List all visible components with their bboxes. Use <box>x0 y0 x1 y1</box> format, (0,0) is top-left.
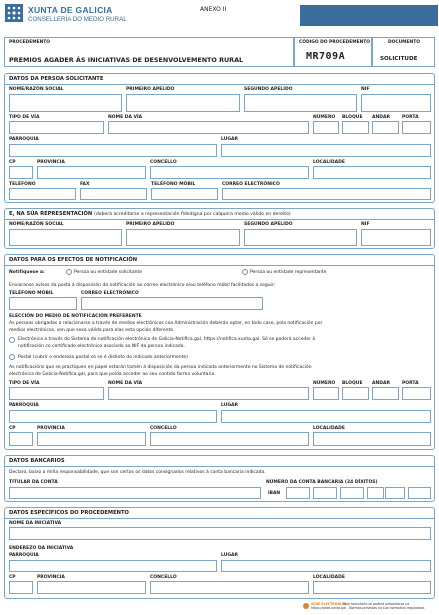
account-number-label: NÚMERO DA CONTA BANCARIA (24 DÍXITOS) <box>266 480 378 485</box>
postal-option-text: Postal (cubrir o enderezo postal só se é distinto do indicado anteriormente) <box>18 355 188 360</box>
procedure-label: PROCEDEMENTO <box>9 40 50 45</box>
block-label: BLOQUE <box>342 115 363 120</box>
block-input[interactable] <box>342 121 369 134</box>
locality-label: LOCALIDADE <box>313 160 345 165</box>
phone-label: TELÉFONO <box>9 182 36 187</box>
door-input[interactable] <box>402 121 431 134</box>
initiative-place-input[interactable] <box>221 560 431 572</box>
procedure-code: MR709A <box>306 51 346 62</box>
notif-floor-input[interactable] <box>372 387 399 400</box>
notify-applicant-label: Persoa ou entidade solicitante <box>74 270 143 275</box>
notify-representative-radio[interactable] <box>242 269 248 275</box>
section-divider <box>4 265 435 266</box>
initiative-locality-label: LOCALIDADE <box>313 575 345 580</box>
preferred-method-text-2: medios electrónicos, sen que sexa válida para elas esta opción diferente. <box>9 328 175 333</box>
procedure-name: PREMIOS AGADER ÁS INICIATIVAS DE DESENVOLVEMENTO RURAL <box>9 56 244 64</box>
road-type-input[interactable] <box>9 121 104 134</box>
applicant-name-label: NOME/RAZÓN SOCIAL <box>9 87 64 92</box>
rep-nif-input[interactable] <box>361 229 431 246</box>
department-name: CONSELLERÍA DO MEDIO RURAL <box>28 16 127 23</box>
notify-applicant-radio[interactable] <box>66 269 72 275</box>
account-block-2[interactable] <box>340 487 364 499</box>
applicant-surname2-input[interactable] <box>244 94 357 112</box>
notif-place-input[interactable] <box>221 410 431 423</box>
section-divider <box>4 466 435 467</box>
representative-section-title <box>9 211 291 217</box>
floor-input[interactable] <box>372 121 399 134</box>
rep-nif-label: NIF <box>361 222 370 227</box>
fax-input[interactable] <box>80 188 147 200</box>
council-input[interactable] <box>150 166 309 179</box>
applicant-surname1-label: PRIMEIRO APELIDO <box>126 87 175 92</box>
notif-parish-label: PARROQUIA <box>9 403 39 408</box>
fax-label: FAX <box>80 182 90 187</box>
email-input[interactable] <box>222 188 431 200</box>
initiative-council-input[interactable] <box>150 581 309 594</box>
account-block-1[interactable] <box>313 487 337 499</box>
electronic-option-text-2: notificación co certificado electrónico asociado ao NIF da persoa indicada. <box>18 344 185 349</box>
initiative-cp-input[interactable] <box>9 581 33 594</box>
footer-line-2: https://sede.xunta.gal . Normas previstas na súa normativa reguladora. <box>311 606 426 610</box>
notif-road-type-input[interactable] <box>9 387 104 400</box>
floor-label: ANDAR <box>372 115 390 120</box>
rep-surname2-input[interactable] <box>244 229 357 246</box>
rep-name-label: NOME/RAZÓN SOCIAL <box>9 222 64 227</box>
notif-mobile-label: TELÉFONO MÓBIL <box>9 291 54 296</box>
applicant-section-title: DATOS DA PERSOA SOLICITANTE <box>9 76 104 82</box>
notif-locality-input[interactable] <box>313 432 431 446</box>
document-label: DOCUMENTO <box>388 40 420 45</box>
bank-declaration: Declaro, baixo a miña responsabilidade, que son certos os datos consignados relativos á conta bancaria indicada. <box>9 470 266 475</box>
paper-notice-text-1: As notificacións que se practiquen en papel estarán tamén á disposición da persoa indicada anteriormente no Sistema de notificación <box>9 365 312 370</box>
representative-title: E, NA SÚA REPRESENTACIÓN <box>9 211 93 217</box>
notif-council-label: CONCELLO <box>150 426 177 431</box>
notif-block-input[interactable] <box>342 387 369 400</box>
mobile-label: TELÉFONO MÓBIL <box>151 182 196 187</box>
footer-brand: SEDE ELECTRÓNICA <box>311 602 347 606</box>
number-label: NÚMERO <box>313 115 336 120</box>
preferred-method-text-1: As persoas obrigadas a relacionarse a través de medios electrónicos coa Administración deberán optar, en todo caso, pola notificación por <box>9 321 323 326</box>
postal-notification-radio[interactable] <box>9 354 15 360</box>
initiative-cp-label: CP <box>9 575 16 580</box>
initiative-locality-input[interactable] <box>313 581 431 594</box>
electronic-option-text-1: Electrónica a través do Sistema de notificación electrónica de Galicia-Notifica.gal, https://notifica.xunta.gal. Só se poderá acceder á <box>18 337 316 342</box>
council-label: CONCELLO <box>150 160 177 165</box>
notice-text: Enviaranse avisos da posta á disposición da notificación ao correo electrónico e/ou teléfono móbil facilitados a seguir: <box>9 283 276 288</box>
iban-input[interactable] <box>286 487 310 499</box>
applicant-surname2-label: SEGUNDO APELIDO <box>244 87 293 92</box>
initiative-name-label: NOME DA INICIATIVA <box>9 521 62 526</box>
notif-mobile-input[interactable] <box>9 297 77 310</box>
header-brand-bar <box>300 5 438 26</box>
phone-input[interactable] <box>9 188 76 200</box>
notif-cp-input[interactable] <box>9 432 33 446</box>
initiative-council-label: CONCELLO <box>150 575 177 580</box>
initiative-province-input[interactable] <box>37 581 146 594</box>
rep-surname1-input[interactable] <box>126 229 240 246</box>
notif-parish-input[interactable] <box>9 410 217 423</box>
road-type-label: TIPO DE VÍA <box>9 115 40 120</box>
rep-surname2-label: SEGUNDO APELIDO <box>244 222 293 227</box>
account-block-4[interactable] <box>385 487 405 499</box>
paper-notice-text-2: electrónica de Galicia-Notifica.gal, para que poida acceder ao seu contido forma voluntaria. <box>9 372 216 377</box>
notif-email-label: CORREO ELECTRÓNICO <box>81 291 139 296</box>
procedure-code-label: CÓDIGO DO PROCEDEMENTO <box>299 40 370 45</box>
notif-province-label: PROVINCIA <box>37 426 65 431</box>
notif-road-type-label: TIPO DE VÍA <box>9 381 40 386</box>
representative-note: (deberá acreditarse a representación fidedigna por calquera medio válido en dereito) <box>94 212 291 217</box>
applicant-surname1-input[interactable] <box>126 94 240 112</box>
applicant-nif-input[interactable] <box>361 94 431 112</box>
account-holder-label: TITULAR DA CONTA <box>9 480 58 485</box>
notif-road-name-input[interactable] <box>108 387 309 400</box>
initiative-province-label: PROVINCIA <box>37 575 65 580</box>
email-label: CORREO ELECTRÓNICO <box>222 182 280 187</box>
notif-door-label: PORTA <box>402 381 419 386</box>
initiative-address-label: ENDEREZO DA INICIATIVA <box>9 546 74 551</box>
initiative-parish-label: PARROQUIA <box>9 553 39 558</box>
place-input[interactable] <box>221 144 431 157</box>
province-input[interactable] <box>37 166 146 179</box>
number-input[interactable] <box>313 121 339 134</box>
road-name-input[interactable] <box>108 121 309 134</box>
bank-section-title: DATOS BANCARIOS <box>9 458 65 464</box>
notif-road-name-label: NOME DA VÍA <box>108 381 143 386</box>
notif-floor-label: ANDAR <box>372 381 390 386</box>
road-name-label: NOME DA VÍA <box>108 115 143 120</box>
initiative-parish-input[interactable] <box>9 560 217 572</box>
account-block-3[interactable] <box>367 487 384 499</box>
notif-number-input[interactable] <box>313 387 339 400</box>
rep-surname1-label: PRIMEIRO APELIDO <box>126 222 175 227</box>
notif-province-input[interactable] <box>37 432 146 446</box>
section-divider <box>4 518 435 519</box>
rep-name-input[interactable] <box>9 229 122 246</box>
notif-council-input[interactable] <box>150 432 309 446</box>
account-holder-input[interactable] <box>9 487 261 499</box>
notif-cp-label: CP <box>9 426 16 431</box>
applicant-nif-label: NIF <box>361 87 370 92</box>
notif-number-label: NÚMERO <box>313 381 336 386</box>
cp-label: CP <box>9 160 16 165</box>
notification-section-title: DATOS PARA OS EFECTOS DE NOTIFICACIÓN <box>9 257 138 263</box>
section-divider <box>4 219 435 220</box>
section-divider <box>4 84 435 85</box>
notif-locality-label: LOCALIDADE <box>313 426 345 431</box>
applicant-section <box>4 73 435 203</box>
notif-door-input[interactable] <box>402 387 431 400</box>
annex-label: ANEXO II <box>200 6 227 13</box>
electronic-notification-radio[interactable] <box>9 337 15 343</box>
mobile-input[interactable] <box>151 188 218 200</box>
notif-block-label: BLOQUE <box>342 381 363 386</box>
parish-label: PARROQUIA <box>9 137 39 142</box>
notify-representative-label: Persoa ou entidade representante <box>250 270 327 275</box>
preferred-method-title: ELECCIÓN DO MEDIO DE NOTIFICACIÓN PREFERENTE <box>9 314 142 319</box>
document-type: SOLICITUDE <box>380 56 418 62</box>
province-label: PROVINCIA <box>37 160 65 165</box>
notify-to-label: Notifíquese a: <box>9 270 45 275</box>
cp-input[interactable] <box>9 166 33 179</box>
initiative-name-input[interactable] <box>9 527 431 540</box>
account-block-5[interactable] <box>408 487 431 499</box>
iban-label: IBAN <box>268 491 281 496</box>
footer-line-1: Este formulario só poderá presentarse na <box>343 602 410 606</box>
place-label: LUGAR <box>221 137 239 142</box>
initiative-place-label: LUGAR <box>221 553 239 558</box>
applicant-name-input[interactable] <box>9 94 122 112</box>
sede-electronica-icon <box>303 603 309 609</box>
procedure-data-section-title: DATOS ESPECÍFICOS DO PROCEDEMENTO <box>9 510 129 516</box>
locality-input[interactable] <box>313 166 431 179</box>
notif-place-label: LUGAR <box>221 403 239 408</box>
notif-email-input[interactable] <box>81 297 263 310</box>
xunta-logo-icon <box>5 4 23 22</box>
org-name: XUNTA DE GALICIA <box>28 5 113 15</box>
door-label: PORTA <box>402 115 419 120</box>
parish-input[interactable] <box>9 144 217 157</box>
